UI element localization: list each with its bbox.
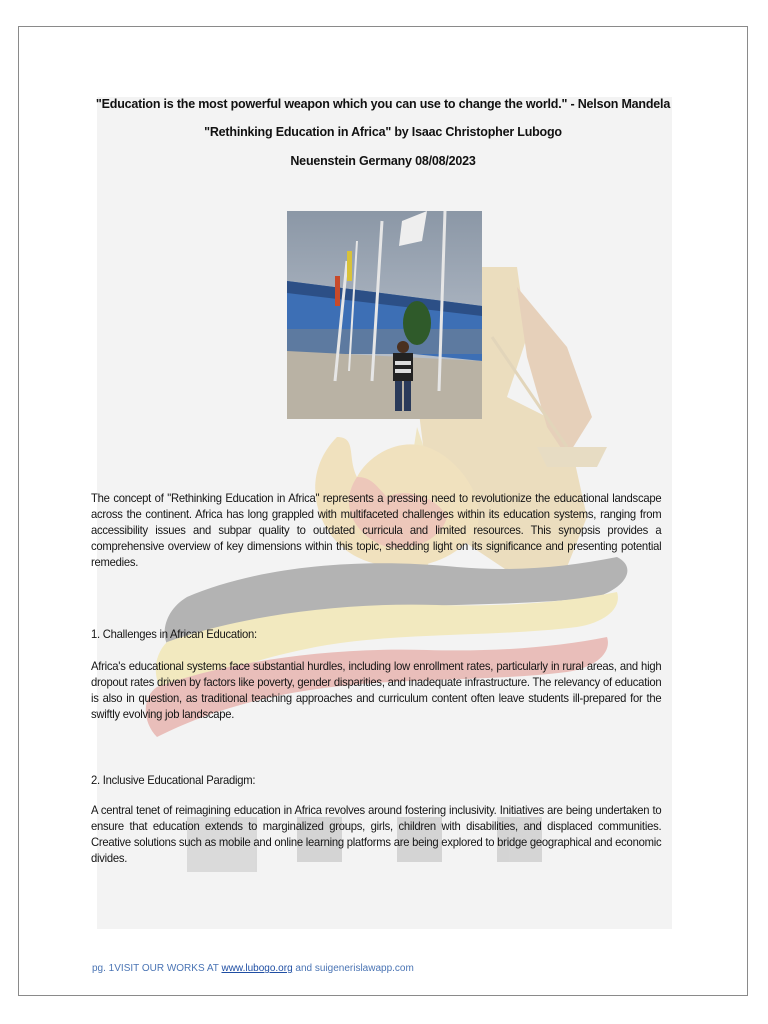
section-1-title: 1. Challenges in African Education: [91,628,257,641]
lubogo-link[interactable]: www.lubogo.org [221,963,293,974]
section-2-body: A central tenet of reimagining education in Africa revolves around fostering inclusivity. Initiatives are being undertaken to ensure that education extends to marginalized groups, girls, children with disabilities, and displaced communities. Creative solutions such as mobile and online learning platforms are being explored to bridge geographical and economic divides. [91,804,662,865]
footer-prefix: pg. 1VISIT OUR WORKS AT [92,963,222,974]
document-page [18,26,748,996]
section-1-body: Africa's educational systems face substantial hurdles, including low enrollment rates, particularly in rural areas, and high dropout rates driven by factors like poverty, gender disparities, and inadequate infrastructure. The relevancy of education is also in question, as traditional teaching approaches and curriculum content often leave students ill-prepared for the swiftly evolving job landscape. [91,660,662,721]
intro-paragraph: The concept of "Rethinking Education in Africa" represents a pressing need to revolutionize the educational landscape across the continent. Africa has long grappled with multifaceted challenges within its education systems, ranging from accessibility issues and subpar quality to outdated curricula and limited resources. This synopsis provides a comprehensive overview of key dimensions within this topic, shedding light on its significance and presenting potential remedies. [91,492,662,569]
footer-suffix: and suigenerislawapp.com [292,963,414,974]
photo-man-by-flagpoles-icon [287,211,482,419]
section-2-title: 2. Inclusive Educational Paradigm: [91,774,256,787]
document-title: "Rethinking Education in Africa" by Isaac Christopher Lubogo [204,125,562,139]
page-footer [92,963,414,974]
place-date: Neuenstein Germany 08/08/2023 [290,154,476,168]
mandela-quote: "Education is the most powerful weapon which you can use to change the world." - Nelson Mandela [95,97,671,111]
